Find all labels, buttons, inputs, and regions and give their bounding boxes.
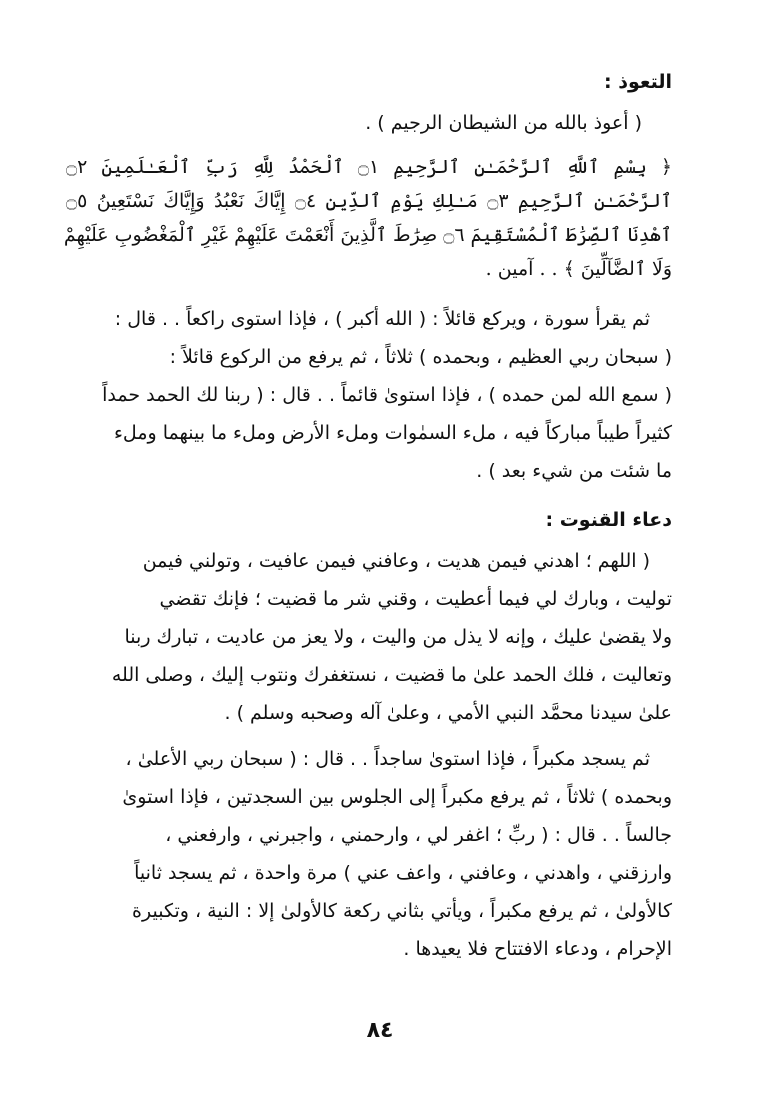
- quran-line: ٱهْدِنَا ٱلصِّرَٰطَ ٱلْمُسْتَقِيمَ ۝٦ صِرَٰطَ ٱلَّذِينَ أَنْعَمْتَ عَلَيْهِمْ غَيْرِ ٱلْمَغْضُوبِ عَلَيْهِمْ: [63, 224, 672, 246]
- text-line: ما شئت من شيء بعد ) .: [476, 460, 672, 482]
- text-line: ( اللهم ؛ اهدني فيمن هديت ، وعافني فيمن عافيت ، وتولني فيمن: [142, 550, 650, 572]
- text-line: وارزقني ، واهدني ، وعافني ، واعف عني ) مرة واحدة ، ثم يسجد ثانياً: [134, 862, 672, 884]
- fatiha-verses: [63, 150, 673, 286]
- section-heading-qunut: دعاء القنوت :: [545, 509, 672, 531]
- text-line: ولا يقضىٰ عليك ، وإنه لا يذل من واليت ، ولا يعز من عاديت ، تبارك ربنا: [124, 626, 672, 648]
- qunut-paragraph: [66, 542, 672, 732]
- spacer: [66, 732, 672, 740]
- section-heading-taawudh: التعوذ :: [603, 71, 672, 93]
- text-line: ( أعوذ بالله من الشيطان الرجيم ) .: [365, 112, 642, 134]
- quran-line: ٱلرَّحْمَـٰنِ ٱلرَّحِيمِ ۝٣ مَـٰلِكِ يَوْمِ ٱلدِّينِ ۝٤ إِيَّاكَ نَعْبُدُ وَإِيَّاكَ نَسْتَعِينُ ۝٥: [66, 190, 672, 212]
- ruku-paragraph: [66, 300, 672, 490]
- text-line: وبحمده ) ثلاثاً ، ثم يرفع مكبراً إلى الجلوس بين السجدتين ، فإذا استوىٰ: [122, 786, 672, 808]
- sujud-paragraph: [66, 740, 672, 968]
- text-line: علىٰ سيدنا محمَّد النبي الأمي ، وعلىٰ آله وصحبه وسلم ) .: [224, 702, 672, 724]
- text-line: توليت ، وبارك لي فيما أعطيت ، وقني شر ما قضيت ؛ فإنك تقضي: [159, 588, 672, 610]
- spacer: [66, 286, 672, 300]
- text-line: ثم يسجد مكبراً ، فإذا استوىٰ ساجداً . . قال : ( سبحان ربي الأعلىٰ ،: [125, 748, 650, 770]
- taawudh-text: [66, 104, 672, 142]
- text-line: كالأولىٰ ، ثم يرفع مكبراً ، ويأتي بثاني ركعة كالأولىٰ إلا : النية ، وتكبيرة: [132, 900, 672, 922]
- text-line: ( سمع الله لمن حمده ) ، فإذا استوىٰ قائماً . . قال : ( ربنا لك الحمد حمداً: [102, 384, 672, 406]
- text-line: ثم يقرأ سورة ، ويركع قائلاً : ( الله أكبر ) ، فإذا استوى راكعاً . . قال :: [114, 308, 650, 330]
- quran-line: وَلَا ٱلضَّآلِّينَ ﴾ . . آمين .: [485, 258, 672, 280]
- text-line: الإحرام ، ودعاء الافتتاح فلا يعيدها .: [403, 938, 672, 960]
- text-line: جالساً . . قال : ( ربِّ ؛ اغفر لي ، وارحمني ، واجبرني ، وارفعني ،: [165, 824, 672, 846]
- quran-line: ﴿ بِسْمِ ٱللَّهِ ٱلرَّحْمَـٰنِ ٱلرَّحِيمِ ۝١ ٱلْحَمْدُ لِلَّهِ رَبِّ ٱلْعَـٰلَمِينَ ۝٢: [66, 156, 673, 178]
- text-line: كثيراً طيباً مباركاً فيه ، ملء السمٰوات وملء الأرض وملء ما بينهما وملء: [114, 422, 672, 444]
- page-number: ٨٤: [366, 1018, 394, 1043]
- text-line: وتعاليت ، فلك الحمد علىٰ ما قضيت ، نستغفرك ونتوب إليك ، وصلى الله: [111, 664, 672, 686]
- spacer: [66, 142, 672, 150]
- spacer: [66, 490, 672, 498]
- text-line: ( سبحان ربي العظيم ، وبحمده ) ثلاثاً ، ثم يرفع من الركوع قائلاً :: [169, 346, 672, 368]
